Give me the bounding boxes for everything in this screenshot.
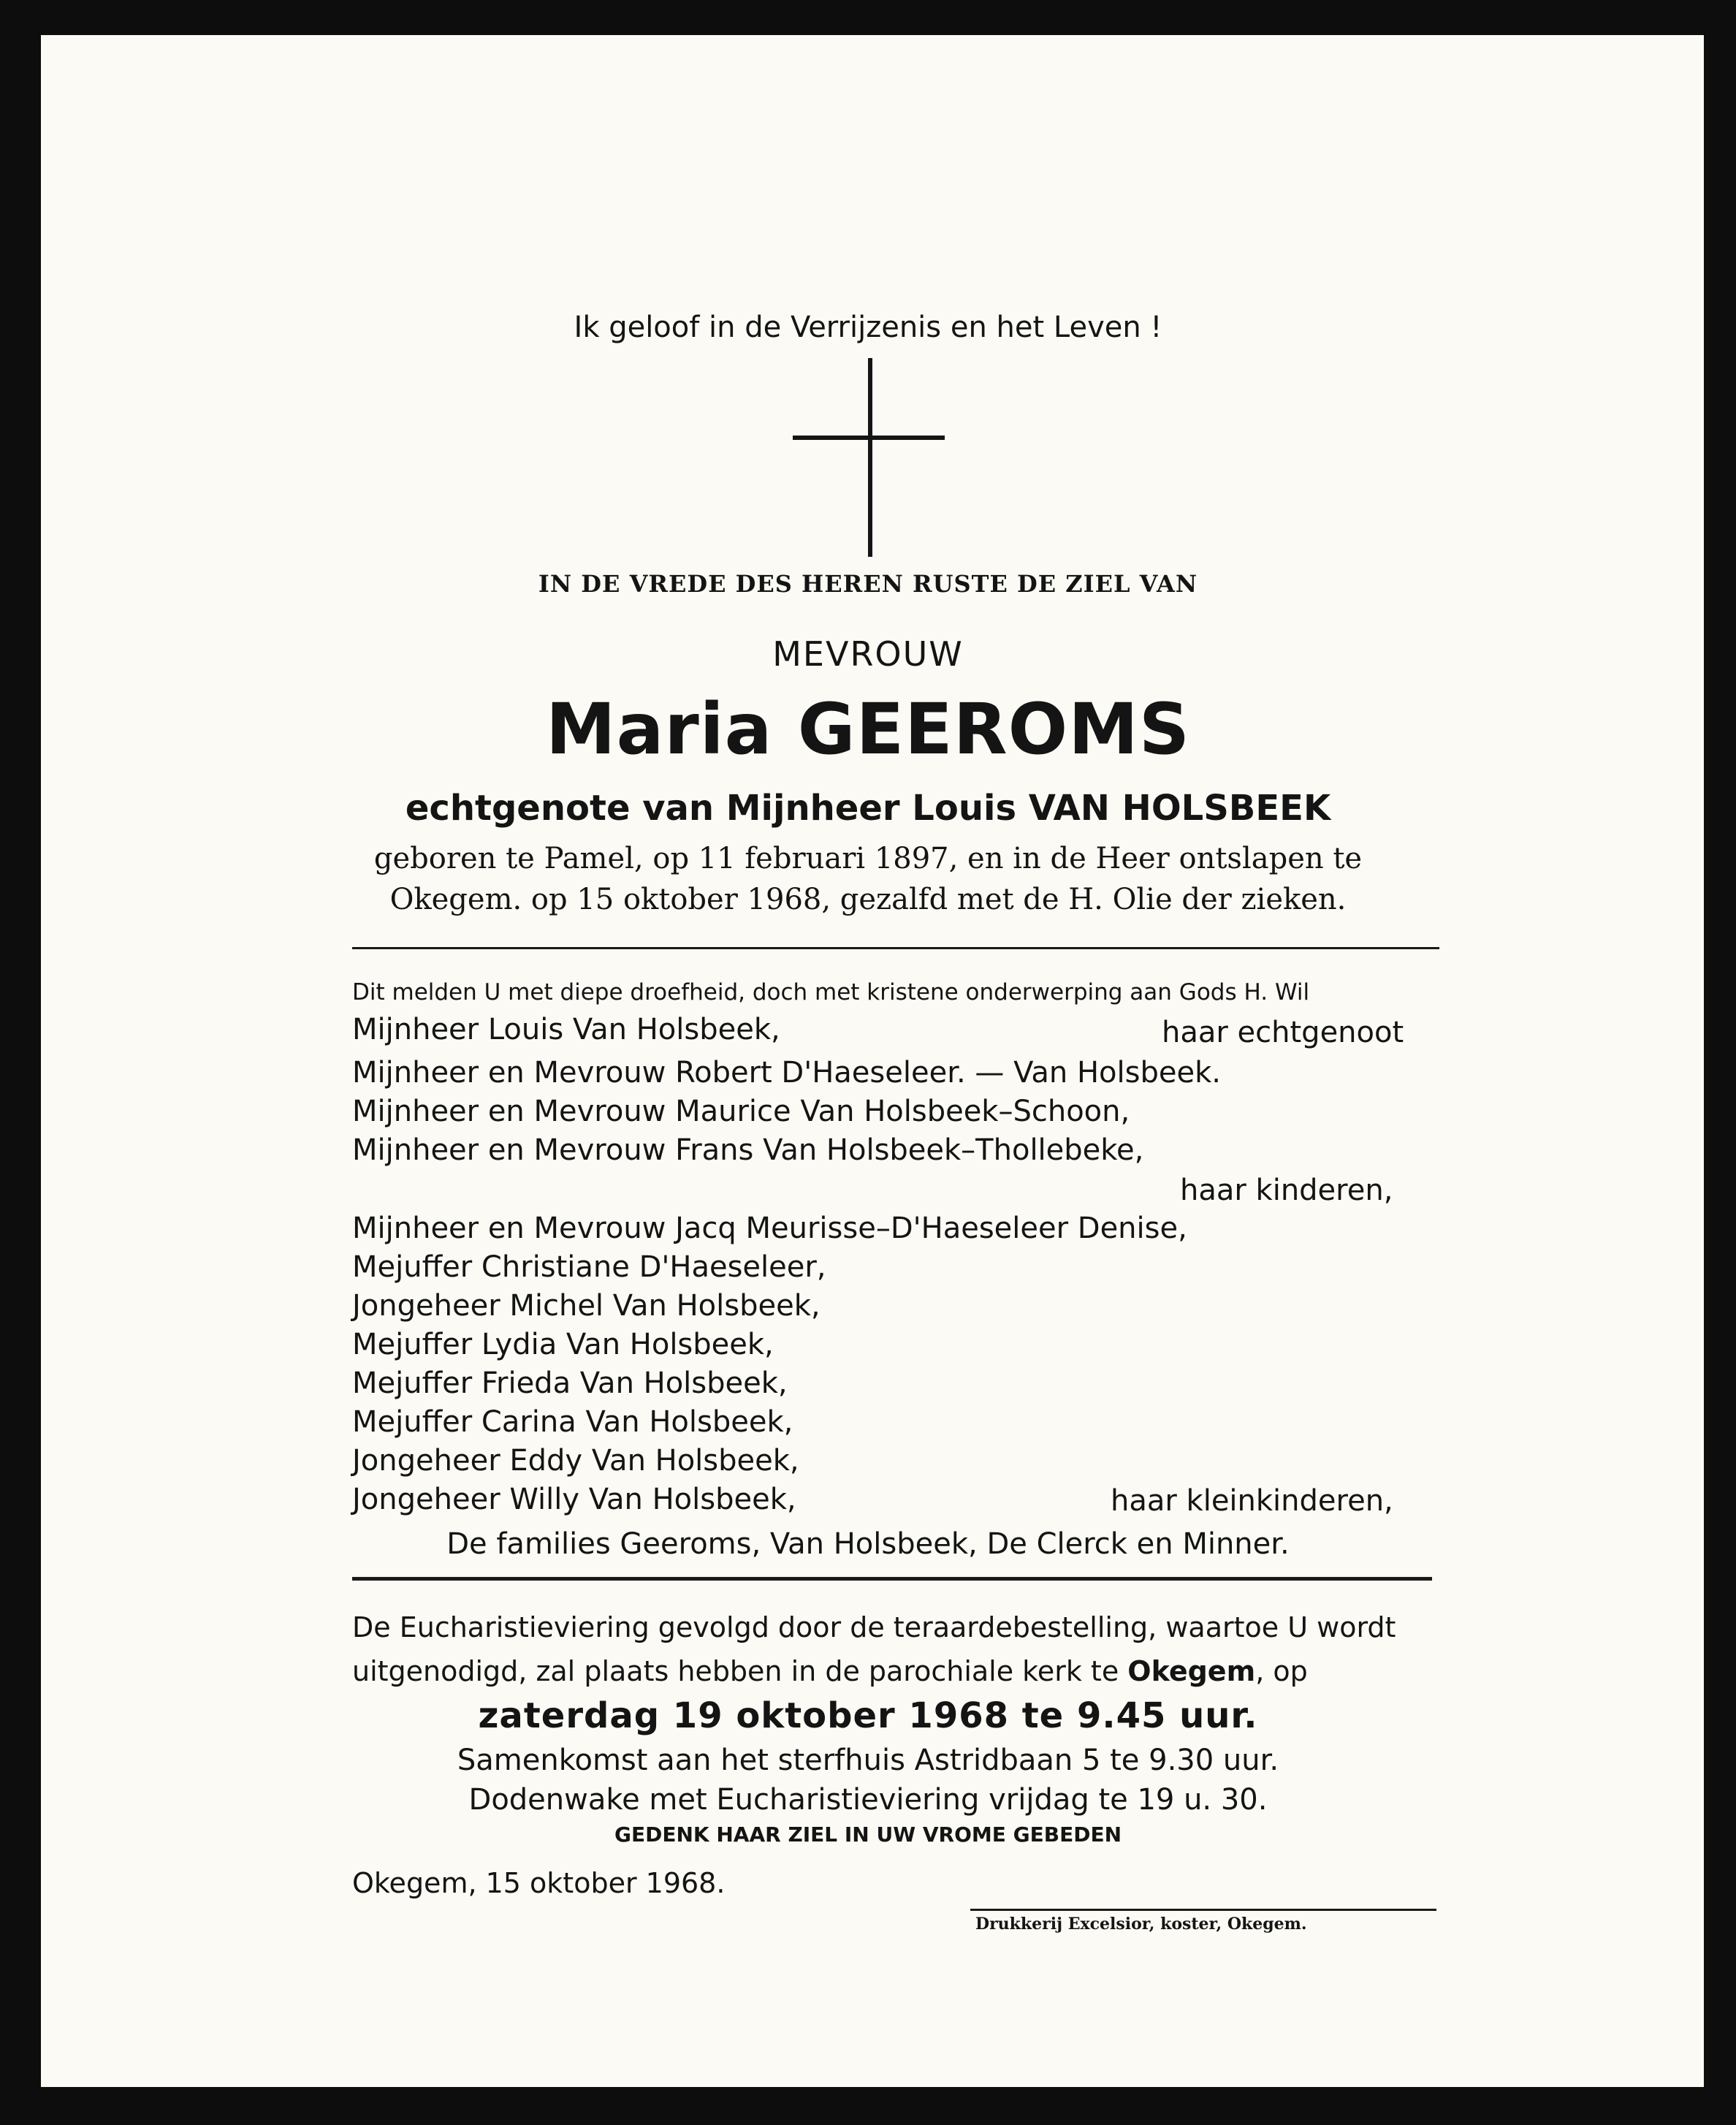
list-item: Jongeheer Eddy Van Holsbeek,	[352, 1444, 799, 1478]
cross-icon	[868, 358, 872, 557]
grandchildren-role: haar kleinkinderen,	[1111, 1484, 1393, 1518]
spouse-line: echtgenote van Mijnheer Louis VAN HOLSBEEK	[405, 788, 1331, 829]
divider-top	[352, 947, 1439, 949]
ceremony-line-2	[352, 1655, 1308, 1687]
place-date: Okegem, 15 oktober 1968.	[352, 1867, 726, 1899]
announcement-intro: Dit melden U met diepe droefheid, doch met kristene onderwerping aan Gods H. Wil	[352, 979, 1310, 1006]
list-item: Mejuffer Frieda Van Holsbeek,	[352, 1366, 788, 1400]
list-item: Jongeheer Michel Van Holsbeek,	[352, 1289, 821, 1323]
children-role: haar kinderen,	[1180, 1174, 1393, 1207]
list-item: Mejuffer Christiane D'Haeseleer,	[352, 1250, 826, 1284]
ceremony-text-end: , op	[1255, 1655, 1308, 1687]
list-item: Mijnheer en Mevrouw Robert D'Haeseleer. — Van Holsbeek.	[352, 1056, 1221, 1090]
ceremony-line-1: De Eucharistieviering gevolgd door de teraardebestelling, waartoe U wordt	[352, 1611, 1396, 1643]
list-item: Mijnheer en Mevrouw Maurice Van Holsbeek–Schoon,	[352, 1095, 1130, 1128]
meeting-line: Samenkomst aan het sterfhuis Astridbaan 5 te 9.30 uur.	[457, 1744, 1279, 1777]
birth-line-2: Okegem. op 15 oktober 1968, gezalfd met de H. Olie der zieken.	[389, 883, 1347, 916]
husband-line: Mijnheer Louis Van Holsbeek,	[352, 1013, 780, 1046]
birth-line-1: geboren te Pamel, op 11 februari 1897, en in de Heer ontslapen te	[373, 842, 1363, 875]
deceased-name: Maria GEEROMS	[546, 688, 1190, 770]
list-item: Mijnheer en Mevrouw Frans Van Holsbeek–Thollebeke,	[352, 1133, 1144, 1167]
cross-icon-bar	[793, 436, 945, 440]
divider-bottom	[352, 1577, 1432, 1581]
ceremony-text: uitgenodigd, zal plaats hebben in de parochiale kerk te	[352, 1655, 1128, 1687]
prayer-line: GEDENK HAAR ZIEL IN UW VROME GEBEDEN	[614, 1822, 1122, 1847]
families-line: De families Geeroms, Van Holsbeek, De Clerck en Minner.	[446, 1527, 1290, 1561]
list-item: Mijnheer en Mevrouw Jacq Meurisse–D'Haeseleer Denise,	[352, 1212, 1187, 1245]
list-item: Jongeheer Willy Van Holsbeek,	[352, 1483, 796, 1516]
wake-line: Dodenwake met Eucharistieviering vrijdag te 19 u. 30.	[468, 1783, 1268, 1817]
vrede-line: IN DE VREDE DES HEREN RUSTE DE ZIEL VAN	[538, 570, 1198, 598]
motto: Ik geloof in de Verrijzenis en het Leven !	[574, 311, 1162, 344]
church-location: Okegem	[1127, 1655, 1256, 1687]
list-item: Mejuffer Carina Van Holsbeek,	[352, 1405, 793, 1439]
printer-credit: Drukkerij Excelsior, koster, Okegem.	[975, 1915, 1307, 1934]
husband-role: haar echtgenoot	[1162, 1016, 1404, 1049]
ceremony-date: zaterdag 19 oktober 1968 te 9.45 uur.	[478, 1695, 1258, 1736]
printer-rule	[970, 1909, 1436, 1911]
list-item: Mejuffer Lydia Van Holsbeek,	[352, 1328, 774, 1361]
honorific: MEVROUW	[772, 634, 964, 674]
